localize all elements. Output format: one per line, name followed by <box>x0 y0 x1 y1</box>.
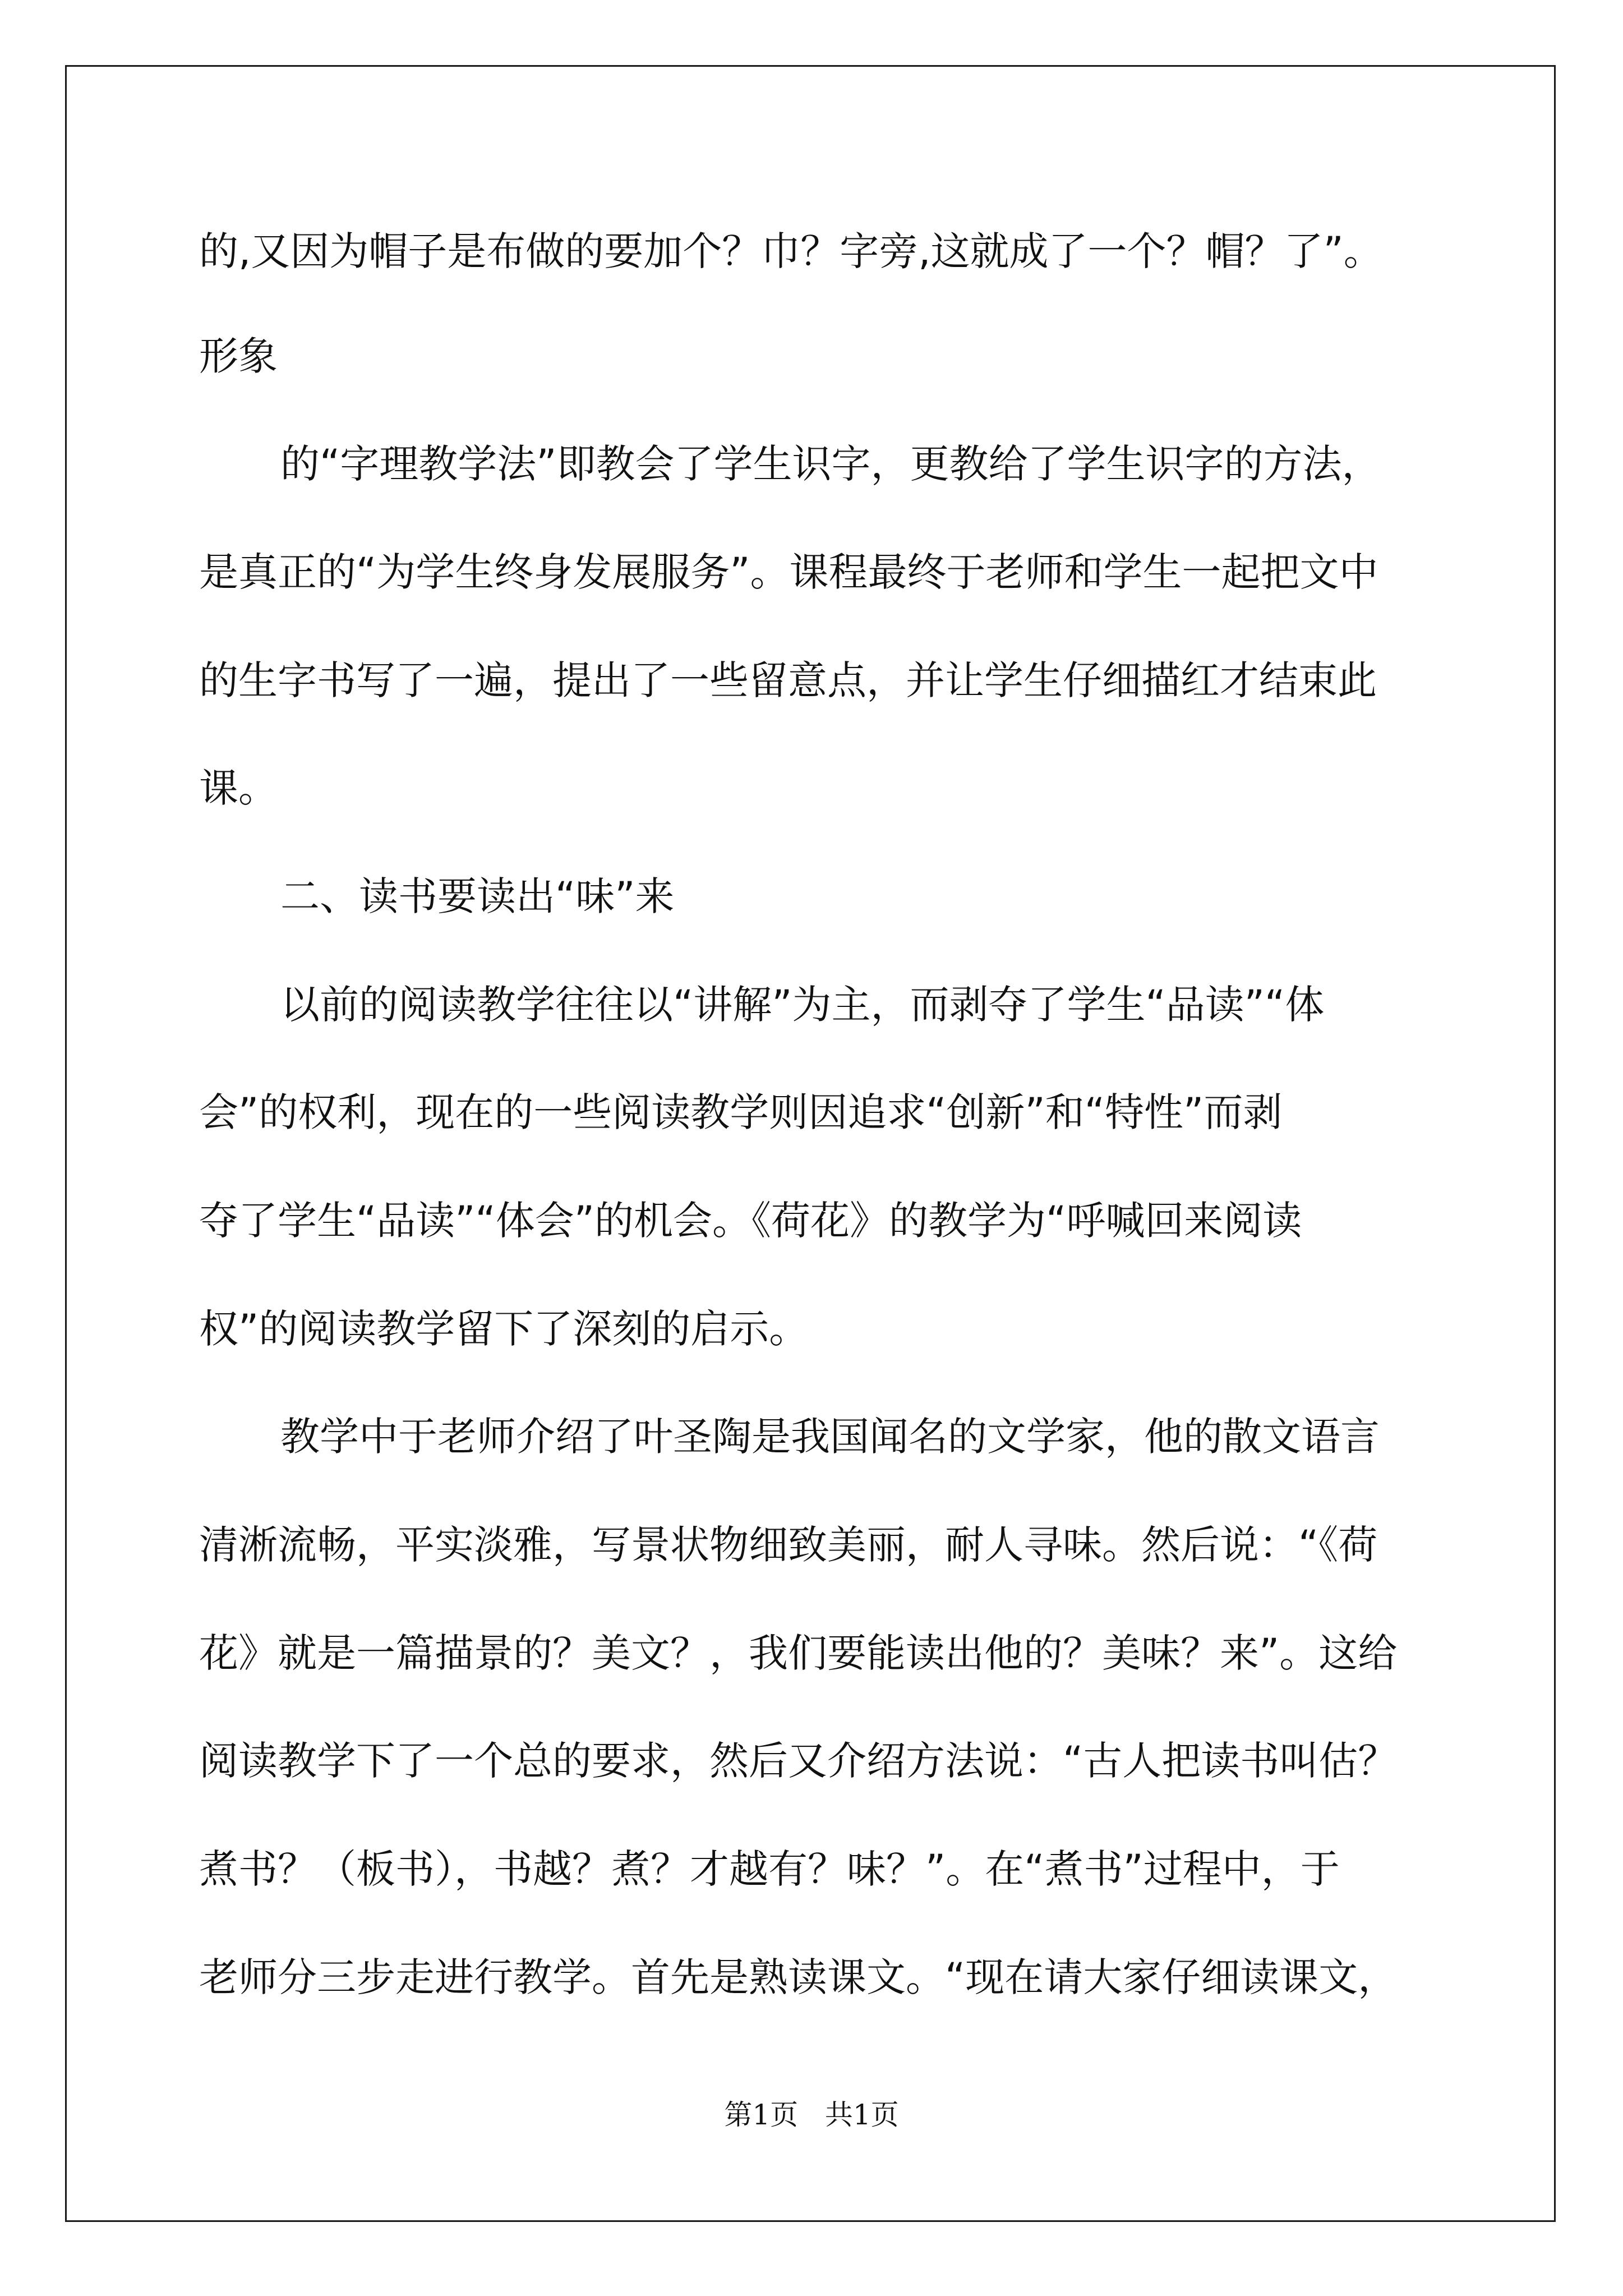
text-line: 花》就是一篇描景的？美文？，我们要能读出他的？美味？来”。这给 <box>199 1630 1398 1676</box>
text-line: 是真正的“为学生终身发展服务”。课程最终于老师和学生一起把文中 <box>199 549 1378 595</box>
text-line: 会”的权利，现在的一些阅读教学则因追求“创新”和“特性”而剥 <box>199 1089 1283 1135</box>
section-heading: 二、读书要读出“味”来 <box>280 873 675 919</box>
text-line: 的“字理教学法”即教会了学生识字，更教给了学生识字的方法， <box>280 441 1381 487</box>
text-line: 的生字书写了一遍，提出了一些留意点，并让学生仔细描红才结束此 <box>199 657 1377 703</box>
text-line: 夺了学生“品读”“体会”的机会。《荷花》的教学为“呼喊回来阅读 <box>199 1198 1302 1244</box>
text-line: 以前的阅读教学往往以“讲解”为主，而剥夺了学生“品读”“体 <box>280 982 1325 1028</box>
text-line: 清淅流畅，平实淡雅，写景状物细致美丽，耐人寻味。然后说：“《荷 <box>199 1522 1378 1568</box>
page-number-footer: 第1页 共1页 <box>724 2099 899 2131</box>
text-line: 教学中于老师介绍了叶圣陶是我国闻名的文学家，他的散文语言 <box>280 1414 1380 1460</box>
text-line: 课。 <box>199 765 278 811</box>
text-line: 煮书？（板书），书越？煮？才越有？味？”。在“煮书”过程中，于 <box>199 1846 1340 1892</box>
text-line: 的,又因为帽子是布做的要加个？巾？字旁,这就成了一个？帽？了”。 <box>199 228 1383 274</box>
text-line: 老师分三步走进行教学。首先是熟读课文。“现在请大家仔细读课文， <box>199 1954 1398 2000</box>
text-line: 权”的阅读教学留下了深刻的启示。 <box>199 1306 809 1352</box>
text-line: 阅读教学下了一个总的要求，然后又介绍方法说：“古人把读书叫估？ <box>199 1738 1398 1784</box>
page-border <box>65 65 1556 2222</box>
text-line: 形象 <box>199 333 278 379</box>
